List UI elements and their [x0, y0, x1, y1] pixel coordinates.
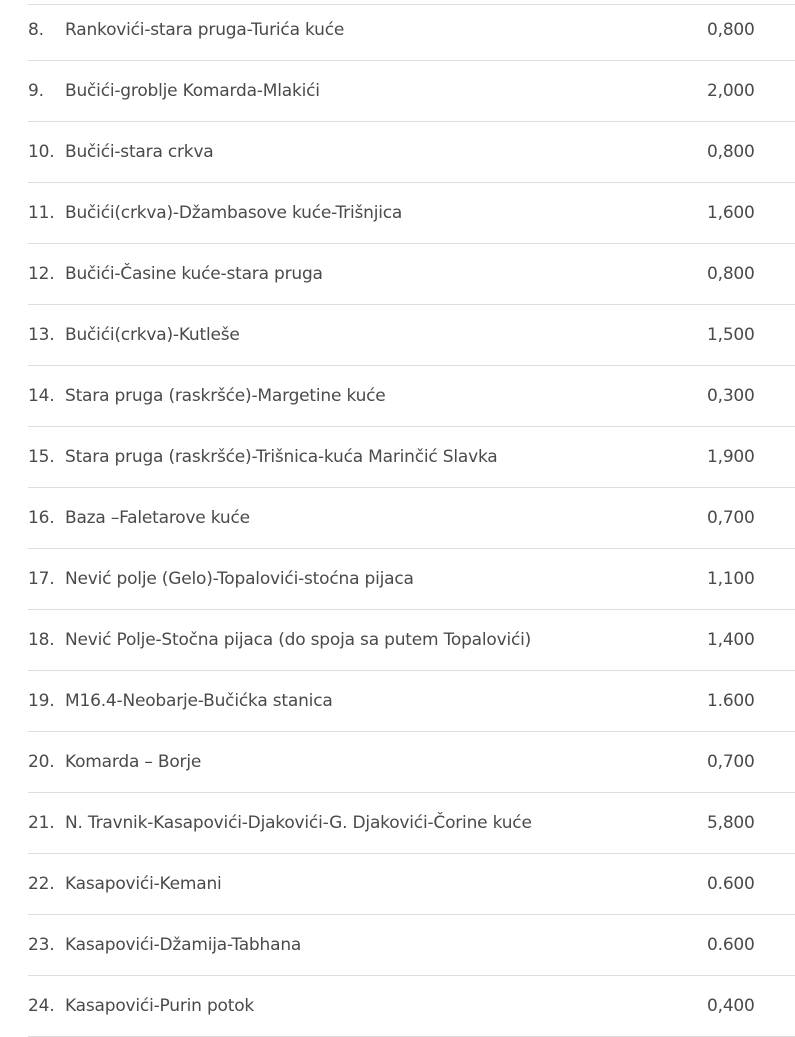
road-name: Stara pruga (raskršće)-Trišnica-kuća Marinčić Slavka: [65, 427, 685, 488]
row-number: 23.: [28, 915, 65, 976]
road-length: 5,800: [685, 793, 795, 854]
road-name: Stara pruga (raskršće)-Margetine kuće: [65, 366, 685, 427]
row-number: 16.: [28, 488, 65, 549]
row-number: 11.: [28, 183, 65, 244]
table-row: [28, 244, 795, 305]
row-number: 8.: [28, 0, 65, 61]
road-name: Nević Polje-Stočna pijaca (do spoja sa putem Topalovići): [65, 610, 685, 671]
table-row: [28, 427, 795, 488]
row-number: 13.: [28, 305, 65, 366]
road-length: 1,600: [685, 183, 795, 244]
road-name: Bučići(crkva)-Džambasove kuće-Trišnjica: [65, 183, 685, 244]
road-name: Bučići-groblje Komarda-Mlakići: [65, 61, 685, 122]
table-row: [28, 61, 795, 122]
row-number: 19.: [28, 671, 65, 732]
road-length: 2,000: [685, 61, 795, 122]
row-number: 22.: [28, 854, 65, 915]
row-number: 20.: [28, 732, 65, 793]
road-length: 1,900: [685, 427, 795, 488]
table-row: [28, 671, 795, 732]
table-row: [28, 305, 795, 366]
road-name: Kasapovići-Kemani: [65, 854, 685, 915]
road-name: Kasapovići-Purin potok: [65, 976, 685, 1037]
row-number: 10.: [28, 122, 65, 183]
road-length: 1.600: [685, 671, 795, 732]
row-number: 17.: [28, 549, 65, 610]
road-length: 0,700: [685, 732, 795, 793]
row-number: 21.: [28, 793, 65, 854]
road-name: Nević polje (Gelo)-Topalovići-stoćna pijaca: [65, 549, 685, 610]
row-number: 14.: [28, 366, 65, 427]
row-number: 9.: [28, 61, 65, 122]
road-name: Bučići-Časine kuće-stara pruga: [65, 244, 685, 305]
road-length: 0,300: [685, 366, 795, 427]
road-length: 0.600: [685, 915, 795, 976]
road-name: N. Travnik-Kasapovići-Djakovići-G. Djakovići-Čorine kuće: [65, 793, 685, 854]
row-number: 18.: [28, 610, 65, 671]
table-row: [28, 976, 795, 1037]
table-row: [28, 0, 795, 61]
road-name: Bučići-stara crkva: [65, 122, 685, 183]
road-length: 0,700: [685, 488, 795, 549]
road-name: Baza –Faletarove kuće: [65, 488, 685, 549]
road-name: Komarda – Borje: [65, 732, 685, 793]
road-length: 0,800: [685, 122, 795, 183]
road-length: 1,400: [685, 610, 795, 671]
road-length: 0,800: [685, 0, 795, 61]
table-row: [28, 183, 795, 244]
row-number: 24.: [28, 976, 65, 1037]
road-length: 0,400: [685, 976, 795, 1037]
table-row: [28, 915, 795, 976]
table-row: [28, 122, 795, 183]
table-row: [28, 488, 795, 549]
row-number: 12.: [28, 244, 65, 305]
table-row: [28, 854, 795, 915]
row-number: 15.: [28, 427, 65, 488]
road-length: 1,500: [685, 305, 795, 366]
road-name: Kasapovići-Džamija-Tabhana: [65, 915, 685, 976]
roads-table: [28, 0, 795, 1037]
table-row: [28, 610, 795, 671]
table-row: [28, 732, 795, 793]
table-row: [28, 366, 795, 427]
table-row: [28, 549, 795, 610]
road-name: Bučići(crkva)-Kutleše: [65, 305, 685, 366]
road-length: 0.600: [685, 854, 795, 915]
road-name: M16.4-Neobarje-Bučićka stanica: [65, 671, 685, 732]
roads-table-body: [28, 0, 795, 1037]
road-length: 0,800: [685, 244, 795, 305]
road-name: Rankovići-stara pruga-Turića kuće: [65, 0, 685, 61]
road-length: 1,100: [685, 549, 795, 610]
table-row: [28, 793, 795, 854]
